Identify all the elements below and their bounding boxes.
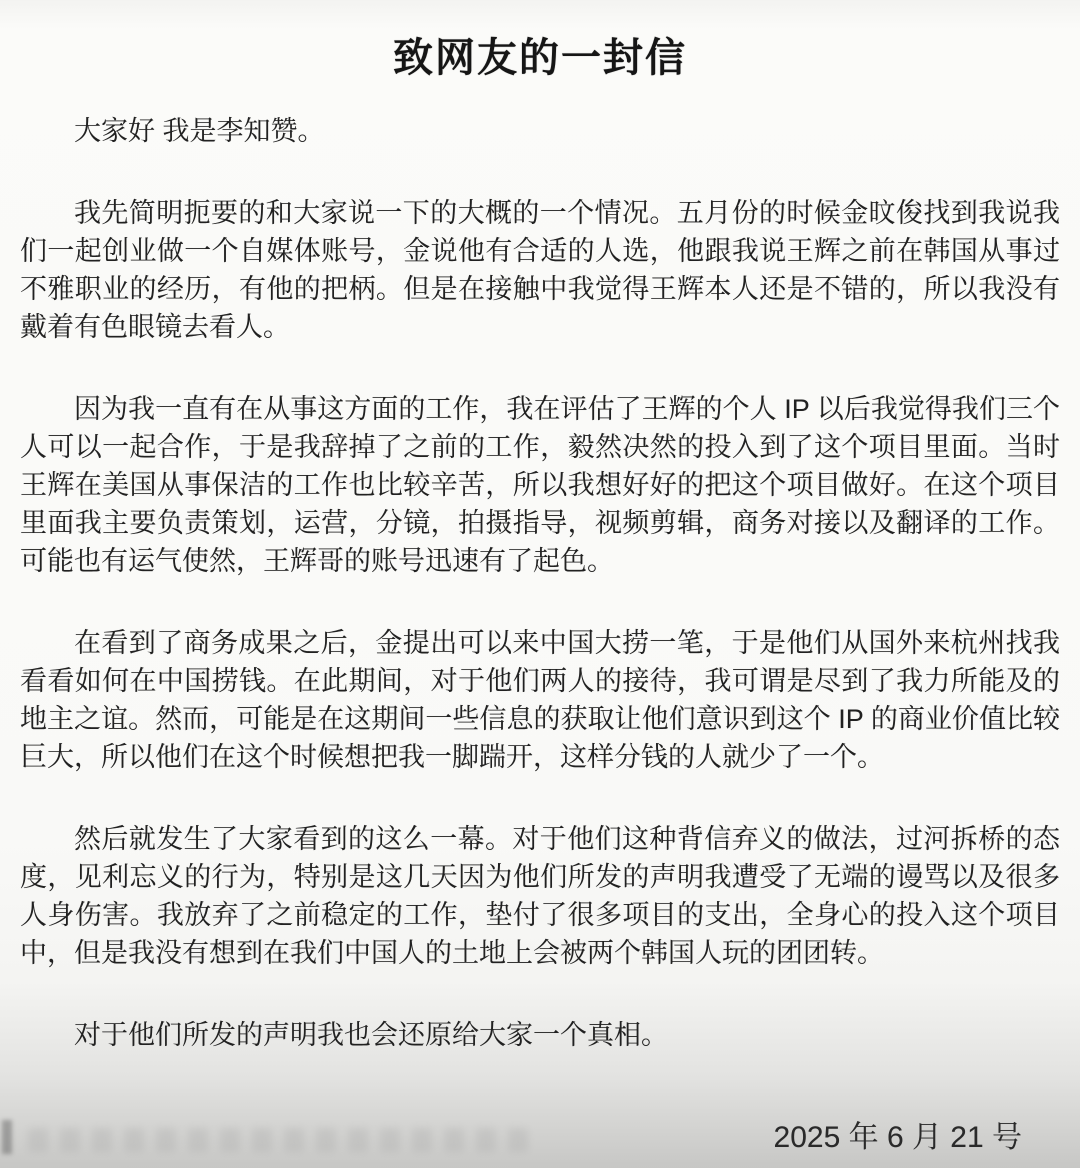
letter-paragraph: 大家好 我是李知赞。 xyxy=(74,116,325,146)
letter-paragraph: 然后就发生了大家看到的这么一幕。对于他们这种背信弃义的做法，过河拆桥的态度，见利忘义的行为，特别是这几天因为他们所发的声明我遭受了无端的谩骂以及很多人身伤害。我放弃了之前稳定的工作，垫付了很多项目的支出，全身心的投入这个项目中，但是我没有想到在我们中国人的土地上会被两个韩国人玩的团团转。 xyxy=(20,824,1060,968)
letter-paragraph: 对于他们所发的声明我也会还原给大家一个真相。 xyxy=(74,1020,668,1050)
letter-paragraph: 因为我一直有在从事这方面的工作，我在评估了王辉的个人 IP 以后我觉得我们三个人可以一起合作，于是我辞掉了之前的工作，毅然决然的投入到了这个项目里面。当时王辉在美国从事保洁的工作也比较辛苦，所以我想好好的把这个项目做好。在这个项目里面我主要负责策划，运营，分镜，拍摄指导，视频剪辑，商务对接以及翻译的工作。可能也有运气使然，王辉哥的账号迅速有了起色。 xyxy=(20,394,1060,576)
watermark-edge-mark xyxy=(2,1120,12,1154)
letter-paragraph: 在看到了商务成果之后，金提出可以来中国大捞一笔，于是他们从国外来杭州找我看看如何在中国捞钱。在此期间，对于他们两人的接待，我可谓是尽到了我力所能及的地主之谊。然而，可能是在这期间一些信息的获取让他们意识到这个 IP 的商业价值比较巨大，所以他们在这个时候想把我一脚踹开，这样分钱的人就少了一个。 xyxy=(20,628,1060,772)
letter-paragraph: 我先简明扼要的和大家说一下的大概的一个情况。五月份的时候金旼俊找到我说我们一起创业做一个自媒体账号，金说他有合适的人选，他跟我说王辉之前在韩国从事过不雅职业的经历，有他的把柄。但是在接触中我觉得王辉本人还是不错的，所以我没有戴着有色眼镜去看人。 xyxy=(20,198,1060,342)
letter-title: 致网友的一封信 xyxy=(393,36,687,80)
letter-date: 2025 年 6 月 21 号 xyxy=(773,1121,1022,1154)
letter-body xyxy=(20,112,1060,1054)
watermark xyxy=(28,1128,528,1152)
